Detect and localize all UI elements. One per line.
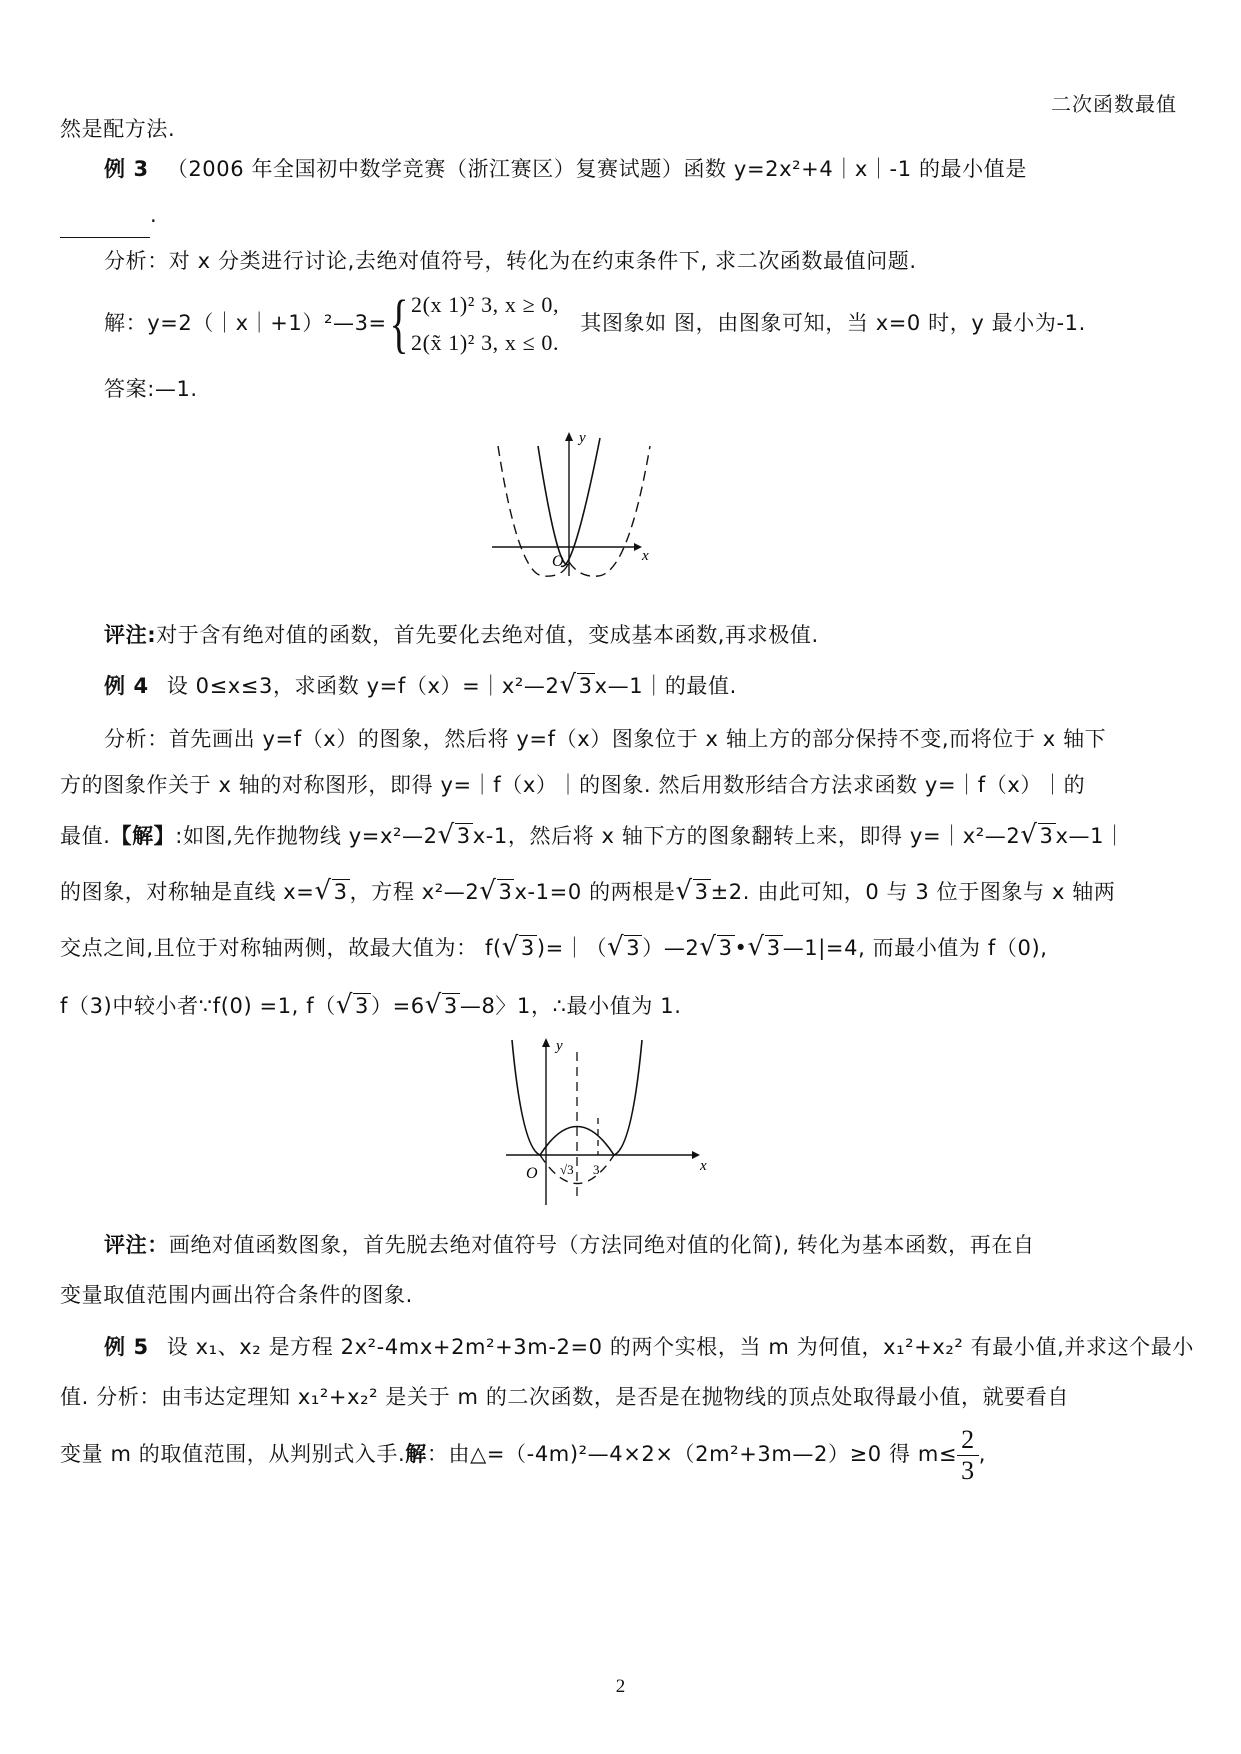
sqrt-3: √3 (559, 670, 593, 700)
example-4-analysis-line-6: f（3)中较小者∵f(0) =1, f（√3）=6√3—8〉1，∴最小值为 1. (60, 982, 1185, 1029)
page-header: 二次函数最值 (1051, 92, 1177, 116)
example-label: 例 3 (104, 157, 149, 181)
y-axis-label: y (579, 430, 586, 446)
tick-label-sqrt3: √3 (560, 1162, 574, 1177)
y-axis-label: y (556, 1038, 563, 1054)
x-axis-arrow (634, 543, 642, 551)
note-2-line-2: 变量取值范围内画出符合条件的图象. (60, 1283, 413, 1307)
figure-2-graph (500, 1030, 720, 1210)
sqrt-3: √3 (314, 876, 348, 906)
abs-curve-left (512, 1040, 540, 1155)
note-1: 评注:对于含有绝对值的函数，首先要化去绝对值，变成基本函数,再求极值. (104, 623, 819, 647)
tick-label-3: 3 (593, 1162, 600, 1177)
origin-label: O (552, 553, 564, 570)
sqrt-3: √3 (501, 932, 535, 962)
example-text: （2006 年全国初中数学竞赛（浙江赛区）复赛试题）函数 y=2x²+4｜x｜-1 的最小值是 (166, 157, 1027, 181)
sqrt-3: √3 (607, 932, 641, 962)
sqrt-3: √3 (424, 990, 458, 1020)
left-brace: { (389, 287, 409, 360)
y-axis-arrow (565, 432, 573, 441)
sqrt-3: √3 (699, 932, 733, 962)
x-axis-label: x (700, 1158, 707, 1174)
example-3-answer: 答案:—1. (104, 377, 198, 401)
example-4-analysis-line-1: 分析：首先画出 y=f（x）的图象，然后将 y=f（x）图象位于 x 轴上方的部分保持不变,而将位于 x 轴下 (104, 727, 1107, 751)
example-4-analysis-line-4: 的图象，对称轴是直线 x=√3，方程 x²—2√3x-1=0 的两根是√3±2. 由此可知，0 与 3 位于图象与 x 轴两 (60, 868, 1185, 915)
sqrt-3: √3 (479, 876, 513, 906)
text-line: 然是配方法. (60, 117, 176, 141)
sqrt-3: √3 (747, 932, 781, 962)
sqrt-3: √3 (675, 876, 709, 906)
example-4-analysis-line-5: 交点之间,且位于对称轴两侧，故最大值为： f(√3)=｜（√3）—2√3•√3—1|=4, 而最小值为 f（0), (60, 924, 1185, 971)
example-3-solution: 解：y=2（｜x｜+1）²—3={ 2(x 1)² 3, x ≥ 0, 2(x̃ 1)² 3, x ≤ 0. 其图象如 图，由图象可知，当 x=0 时，y 最小为-1. (104, 287, 1086, 360)
example-4-analysis-line-2: 方的图象作关于 x 轴的对称图形，即得 y=｜f（x）｜的图象. 然后用数形结合方法求函数 y=｜f（x）｜的 (60, 773, 1086, 797)
abs-curve-right (614, 1040, 642, 1155)
x-axis-arrow (692, 1151, 700, 1159)
figure-1-graph (488, 426, 668, 586)
answer-blank-line: . (60, 192, 1185, 238)
example-5-analysis: 值. 分析：由韦达定理知 x₁²+x₂² 是关于 m 的二次函数，是否是在抛物线的顶点处取得最小值，就要看自 (60, 1385, 1070, 1409)
sqrt-3: √3 (437, 820, 471, 850)
example-5-statement: 例 5 设 x₁、x₂ 是方程 2x²-4mx+2m²+3m-2=0 的两个实根，当 m 为何值，x₁²+x₂² 有最小值,并求这个最小 (104, 1335, 1194, 1359)
dashed-right-curve (569, 446, 650, 576)
example-5-solution: 变量 m 的取值范围，从判别式入手.解：由△=（-4m)²—4×2×（2m²+3m—2）≥0 得 m≤ $\frac{2}{3}$ , (60, 1424, 987, 1485)
sqrt-3: √3 (1020, 820, 1054, 850)
origin-label: O (526, 1165, 538, 1182)
answer-blank (60, 207, 150, 238)
note-2-line-1: 评注：画绝对值函数图象，首先脱去绝对值符号（方法同绝对值的化简), 转化为基本函数，再在自 (104, 1233, 1035, 1257)
x-axis-label: x (642, 548, 649, 564)
example-3-statement (60, 146, 1229, 192)
example-3-analysis: 分析：对 x 分类进行讨论,去绝对值符号，转化为在约束条件下, 求二次函数最值问题. (104, 249, 917, 273)
piecewise-function: 2(x 1)² 3, x ≥ 0, 2(x̃ 1)² 3, x ≤ 0. (411, 292, 560, 355)
example-4-statement: 例 4 设 0≤x≤3，求函数 y=f（x）=｜x²—2√3x—1｜的最值. (60, 662, 1229, 709)
sqrt-3: √3 (335, 990, 369, 1020)
y-axis-arrow (542, 1038, 550, 1047)
fraction-two-thirds: $\frac{2}{3}$ (957, 1425, 979, 1486)
page-number: 2 (615, 1676, 626, 1697)
example-4-analysis-line-3: 最值.【解】:如图,先作抛物线 y=x²—2√3x-1，然后将 x 轴下方的图象翻转上来，即得 y=｜x²—2√3x—1｜ (60, 812, 1185, 859)
